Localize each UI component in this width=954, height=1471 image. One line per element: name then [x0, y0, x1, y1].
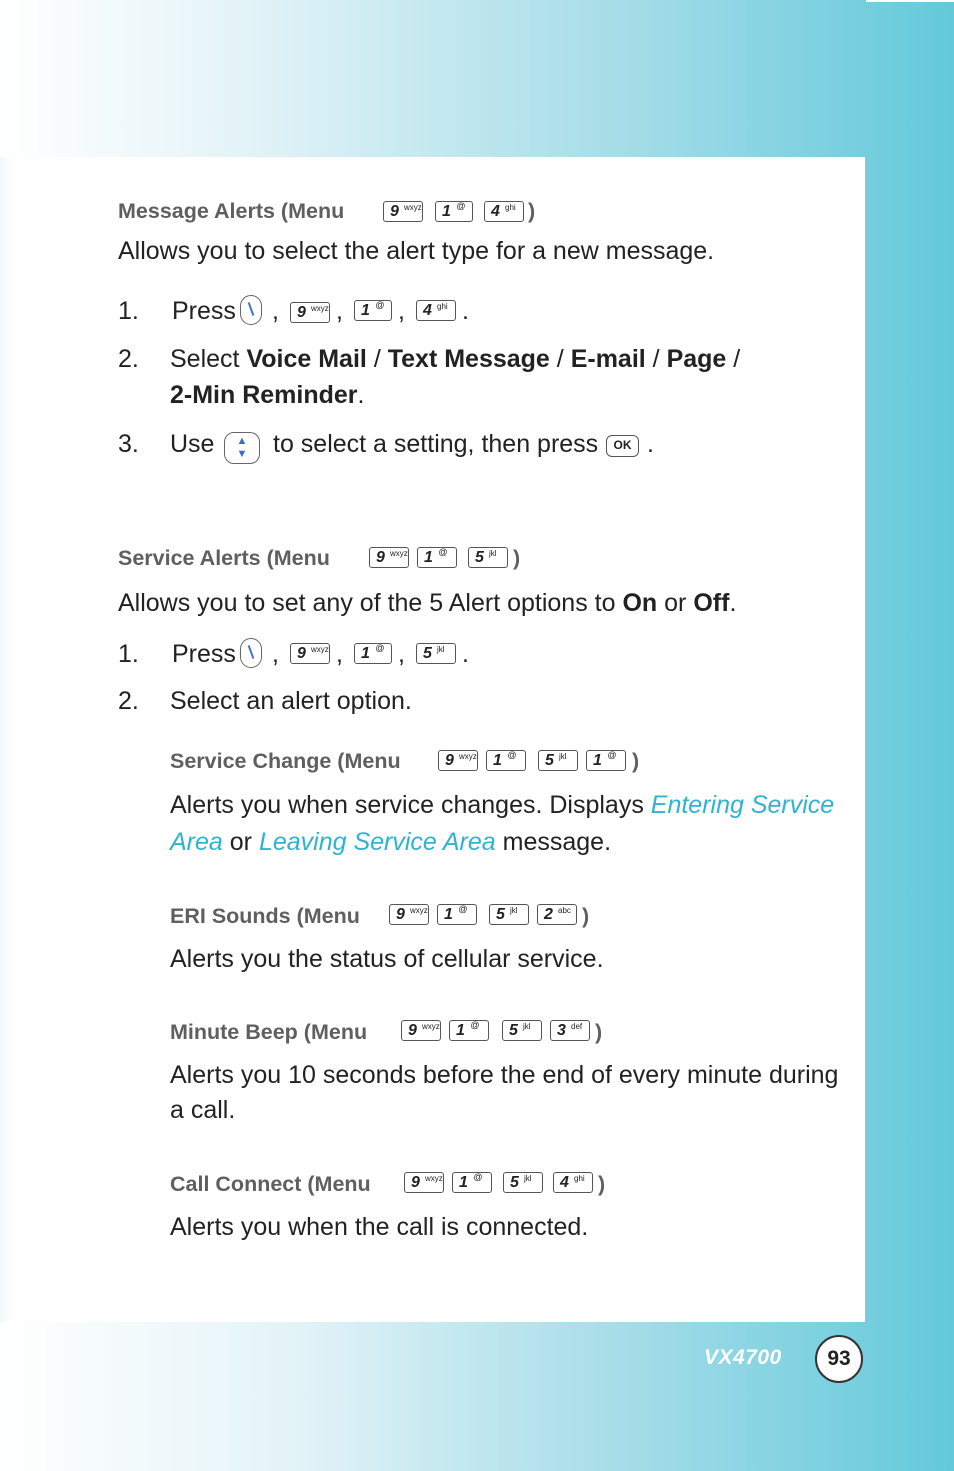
keypad-key-icon	[449, 1020, 489, 1041]
key-letters: @	[458, 904, 468, 914]
step-number: 1.	[118, 640, 139, 668]
keypad-key-icon	[417, 547, 457, 568]
minute-beep-desc-line2: a call.	[170, 1096, 236, 1124]
key-letters: @	[375, 643, 385, 653]
key-digit: 9	[297, 645, 306, 662]
message-alerts-heading: Message Alerts (Menu	[118, 199, 345, 223]
or-word: or	[664, 589, 687, 617]
call-connect-desc: Alerts you when the call is connected.	[170, 1213, 589, 1241]
send-key-icon	[240, 638, 262, 668]
desc-text: message.	[502, 828, 612, 856]
key-letters: ghi	[574, 1174, 585, 1183]
eri-sounds-desc: Alerts you the status of cellular service.	[170, 945, 604, 973]
step-number: 2.	[118, 345, 139, 373]
key-digit: 5	[509, 1022, 518, 1039]
key-digit: 1	[361, 645, 370, 662]
off-option: Off	[693, 589, 730, 617]
close-paren: )	[598, 1172, 606, 1196]
key-digit: 9	[297, 304, 306, 321]
key-digit: 9	[396, 906, 405, 923]
keypad-key-icon	[416, 300, 456, 321]
keypad-key-icon	[401, 1020, 441, 1041]
key-letters: ghi	[437, 302, 448, 311]
keypad-key-icon	[290, 302, 330, 323]
desc-text: Alerts you when service changes. Displays	[170, 791, 644, 819]
comma: ,	[336, 297, 343, 325]
key-digit: 5	[423, 645, 432, 662]
key-letters: @	[438, 547, 448, 557]
key-letters: abc	[558, 906, 571, 915]
step3-use: Use	[170, 430, 215, 458]
option-voice-mail: Voice Mail	[246, 345, 367, 373]
keypad-key-icon	[586, 750, 626, 771]
key-letters: jkl	[559, 752, 567, 761]
model-name: VX4700	[704, 1346, 782, 1369]
keypad-key-icon	[484, 201, 524, 222]
key-digit: 9	[376, 549, 385, 566]
page-number: 93	[815, 1335, 863, 1383]
key-letters: jkl	[510, 906, 518, 915]
key-digit: 5	[545, 752, 554, 769]
key-digit: 9	[390, 203, 399, 220]
send-key-icon	[240, 295, 262, 325]
service-change-desc-line2	[170, 828, 611, 857]
key-letters: wxyz	[311, 304, 329, 313]
key-digit: 9	[445, 752, 454, 769]
service-alerts-description	[118, 589, 736, 618]
close-paren: )	[632, 749, 640, 773]
keypad-key-icon	[438, 750, 478, 771]
minute-beep-heading: Minute Beep (Menu	[170, 1020, 368, 1044]
option-2min-reminder: 2-Min Reminder	[170, 381, 358, 409]
top-rule	[866, 0, 954, 2]
message-alerts-description: Allows you to select the alert type for a new message.	[118, 237, 715, 265]
key-letters: @	[470, 1020, 480, 1030]
key-letters: wxyz	[425, 1174, 443, 1183]
step-text: Press	[172, 640, 236, 668]
key-digit: 1	[459, 1174, 468, 1191]
keypad-key-icon	[452, 1172, 492, 1193]
call-connect-heading: Call Connect (Menu	[170, 1172, 371, 1196]
separator: /	[556, 345, 564, 373]
navigation-key-icon: ▲ ▼	[224, 432, 260, 464]
keypad-key-icon	[416, 643, 456, 664]
keypad-key-icon	[354, 643, 392, 664]
ok-key-icon: OK	[606, 435, 639, 457]
key-digit: 5	[475, 549, 484, 566]
separator: /	[733, 345, 741, 373]
period: .	[729, 589, 737, 617]
key-digit: 9	[411, 1174, 420, 1191]
keypad-key-icon	[553, 1172, 593, 1193]
close-paren: )	[582, 904, 590, 928]
option-text-message: Text Message	[387, 345, 550, 373]
service-change-heading: Service Change (Menu	[170, 749, 401, 773]
service-alerts-heading: Service Alerts (Menu	[118, 546, 330, 570]
panel-edge	[0, 157, 14, 1322]
step2-text: Select an alert option.	[170, 687, 412, 715]
key-letters: def	[571, 1022, 583, 1031]
comma: ,	[398, 297, 405, 325]
key-letters: wxyz	[390, 549, 408, 558]
or-word: or	[229, 828, 252, 856]
separator: /	[373, 345, 381, 373]
eri-sounds-heading: ERI Sounds (Menu	[170, 904, 360, 928]
close-paren: )	[513, 546, 521, 570]
step2-line2	[170, 381, 364, 410]
keypad-key-icon	[537, 904, 577, 925]
key-letters: wxyz	[404, 203, 422, 212]
content-panel	[0, 157, 865, 1322]
key-letters: @	[507, 750, 517, 760]
on-option: On	[622, 589, 658, 617]
keypad-key-icon	[435, 201, 473, 222]
comma: ,	[336, 640, 343, 668]
key-digit: 9	[408, 1022, 417, 1039]
keypad-key-icon	[489, 904, 529, 925]
key-letters: @	[375, 300, 385, 310]
key-digit: 1	[442, 203, 451, 220]
step-number: 3.	[118, 430, 139, 458]
keypad-key-icon	[354, 300, 392, 321]
entering-service-text: Entering Service	[650, 791, 835, 819]
key-digit: 1	[424, 549, 433, 566]
key-letters: jkl	[524, 1174, 532, 1183]
key-digit: 1	[593, 752, 602, 769]
key-digit: 1	[456, 1022, 465, 1039]
key-letters: wxyz	[459, 752, 477, 761]
step2-line1	[170, 345, 740, 374]
keypad-key-icon	[468, 547, 508, 568]
step-text: Press	[172, 297, 236, 325]
keypad-key-icon	[290, 643, 330, 664]
key-letters: @	[456, 201, 466, 211]
step-number: 2.	[118, 687, 139, 715]
key-digit: 1	[361, 302, 370, 319]
key-letters: wxyz	[311, 645, 329, 654]
period: .	[462, 297, 469, 325]
key-letters: wxyz	[410, 906, 428, 915]
period: .	[357, 381, 365, 409]
keypad-key-icon	[389, 904, 429, 925]
key-letters: wxyz	[422, 1022, 440, 1031]
keypad-key-icon	[503, 1172, 543, 1193]
period: .	[647, 430, 654, 458]
keypad-key-icon	[502, 1020, 542, 1041]
keypad-key-icon	[538, 750, 578, 771]
key-digit: 4	[560, 1174, 569, 1191]
key-digit: 5	[496, 906, 505, 923]
key-letters: @	[473, 1172, 483, 1182]
option-email: E-mail	[570, 345, 646, 373]
period: .	[462, 640, 469, 668]
select-word: Select	[170, 345, 240, 373]
key-letters: jkl	[437, 645, 445, 654]
key-digit: 4	[491, 203, 500, 220]
key-letters: ghi	[505, 203, 516, 212]
key-digit: 1	[444, 906, 453, 923]
keypad-key-icon	[383, 201, 423, 222]
desc-text: Allows you to set any of the 5 Alert options to	[118, 589, 616, 617]
key-digit: 1	[493, 752, 502, 769]
keypad-key-icon	[550, 1020, 590, 1041]
minute-beep-desc-line1: Alerts you 10 seconds before the end of every minute during	[170, 1061, 839, 1089]
leaving-service-area-text: Leaving Service Area	[258, 828, 496, 856]
key-letters: jkl	[523, 1022, 531, 1031]
key-digit: 2	[544, 906, 553, 923]
area-text: Area	[170, 828, 223, 856]
key-digit: 5	[510, 1174, 519, 1191]
close-paren: )	[528, 199, 536, 223]
comma: ,	[272, 640, 279, 668]
key-letters: @	[607, 750, 617, 760]
service-change-desc-line1	[170, 791, 834, 820]
step-number: 1.	[118, 297, 139, 325]
separator: /	[652, 345, 660, 373]
footer-band	[0, 1322, 954, 1471]
keypad-key-icon	[437, 904, 477, 925]
comma: ,	[398, 640, 405, 668]
key-digit: 4	[423, 302, 432, 319]
step3-text: to select a setting, then press	[273, 430, 599, 458]
option-page: Page	[666, 345, 727, 373]
key-letters: jkl	[489, 549, 497, 558]
comma: ,	[272, 297, 279, 325]
keypad-key-icon	[486, 750, 526, 771]
keypad-key-icon	[404, 1172, 444, 1193]
close-paren: )	[595, 1020, 603, 1044]
key-digit: 3	[557, 1022, 566, 1039]
keypad-key-icon	[369, 547, 409, 568]
